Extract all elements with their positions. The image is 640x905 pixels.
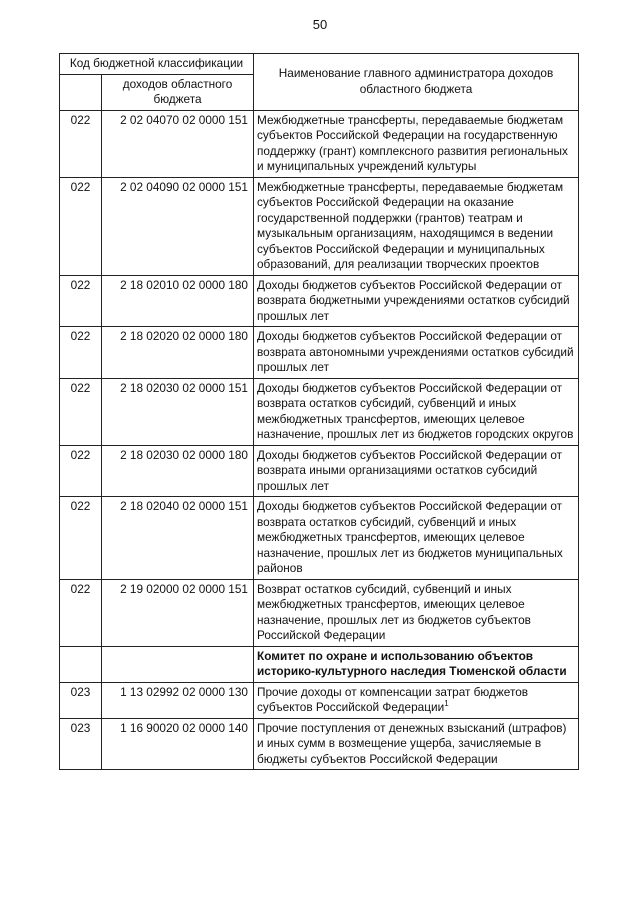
revenue-code-cell: 2 02 04070 02 0000 151 bbox=[102, 110, 254, 177]
admin-code-cell: 023 bbox=[60, 682, 102, 718]
admin-code-cell: 022 bbox=[60, 579, 102, 646]
footnote-marker: 1 bbox=[444, 699, 449, 709]
revenue-name-text: Прочие доходы от компенсации затрат бюджетов субъектов Российской Федерации bbox=[257, 684, 529, 714]
table-row bbox=[60, 497, 579, 580]
section-header-row bbox=[60, 646, 579, 682]
revenue-name-text: Возврат остатков субсидий, субвенций и иных межбюджетных трансфертов, имеющих целевое назначение, прошлых лет из бюджетов субъектов Российской Федерации bbox=[257, 581, 531, 642]
admin-code-cell: 022 bbox=[60, 445, 102, 497]
table-row bbox=[60, 718, 579, 770]
revenue-name-cell bbox=[254, 177, 579, 275]
revenue-code-cell: 2 18 02030 02 0000 180 bbox=[102, 445, 254, 497]
table-body bbox=[60, 110, 579, 770]
admin-code-cell: 022 bbox=[60, 110, 102, 177]
revenue-name-text: Доходы бюджетов субъектов Российской Федерации от возврата иными организациями остатков субсидий прошлых лет bbox=[257, 447, 563, 493]
revenue-name-cell bbox=[254, 682, 579, 718]
revenue-name-cell bbox=[254, 497, 579, 580]
admin-code-cell: 022 bbox=[60, 497, 102, 580]
revenue-name-cell bbox=[254, 327, 579, 379]
revenue-name-cell bbox=[254, 378, 579, 445]
revenue-code-cell: 2 18 02020 02 0000 180 bbox=[102, 327, 254, 379]
revenue-name-text: Доходы бюджетов субъектов Российской Федерации от возврата бюджетными учреждениями остатков субсидий прошлых лет bbox=[257, 277, 570, 323]
admin-code-cell: 023 bbox=[60, 718, 102, 770]
revenue-name-text: Доходы бюджетов субъектов Российской Федерации от возврата остатков субсидий, субвенций и иных межбюджетных трансфертов, имеющих целевое назначение, прошлых лет из бюджетов муниципальных районов bbox=[257, 499, 563, 575]
revenue-name-text: Доходы бюджетов субъектов Российской Федерации от возврата автономными учреждениями остатков субсидий прошлых лет bbox=[257, 329, 574, 374]
admin-code-cell: 022 bbox=[60, 177, 102, 275]
revenue-code-cell: 2 19 02000 02 0000 151 bbox=[102, 579, 254, 646]
revenue-name-cell bbox=[254, 275, 579, 327]
revenue-name-text: Межбюджетные трансферты, передаваемые бюджетам субъектов Российской Федерации на государственную поддержку (грант) комплексного развития региональных и муниципальных учреждений культуры bbox=[257, 112, 568, 173]
admin-code-cell: 022 bbox=[60, 378, 102, 445]
page-number: 50 bbox=[312, 17, 328, 32]
table-row bbox=[60, 327, 579, 379]
revenue-name-cell bbox=[254, 445, 579, 497]
revenue-name-text: Межбюджетные трансферты, передаваемые бюджетам субъектов Российской Федерации на оказание государственной поддержки (грантов) театрам и музыкальным организациям, находящимся в ведении субъектов Российской Федерации и муниципальных образований, для реализации творческих проектов bbox=[257, 179, 564, 271]
table-row bbox=[60, 177, 579, 275]
section-title-cell bbox=[254, 646, 579, 682]
revenue-code-cell: 2 18 02030 02 0000 151 bbox=[102, 378, 254, 445]
revenue-code-cell: 1 16 90020 02 0000 140 bbox=[102, 718, 254, 770]
revenue-code-cell: 1 13 02992 02 0000 130 bbox=[102, 682, 254, 718]
header-budget-code-group: Код бюджетной классификации bbox=[60, 54, 254, 75]
revenue-code-cell bbox=[102, 646, 254, 682]
revenue-name-cell bbox=[254, 579, 579, 646]
revenue-name-cell bbox=[254, 718, 579, 770]
admin-code-cell: 022 bbox=[60, 275, 102, 327]
header-row-top bbox=[60, 54, 579, 75]
table-row bbox=[60, 682, 579, 718]
table-row bbox=[60, 579, 579, 646]
header-admin-code bbox=[60, 74, 102, 110]
header-revenue-code: доходов областного бюджета bbox=[102, 74, 254, 110]
revenue-code-cell: 2 02 04090 02 0000 151 bbox=[102, 177, 254, 275]
table-row bbox=[60, 110, 579, 177]
revenue-code-cell: 2 18 02040 02 0000 151 bbox=[102, 497, 254, 580]
table-row bbox=[60, 275, 579, 327]
revenue-name-text: Прочие поступления от денежных взысканий (штрафов) и иных сумм в возмещение ущерба, зачисляемые в бюджеты субъектов Российской Федерации bbox=[257, 720, 567, 766]
admin-code-cell bbox=[60, 646, 102, 682]
revenue-code-cell: 2 18 02010 02 0000 180 bbox=[102, 275, 254, 327]
header-administrator-name: Наименование главного администратора доходов областного бюджета bbox=[254, 54, 579, 111]
revenue-name-text: Доходы бюджетов субъектов Российской Федерации от возврата остатков субсидий, субвенций и иных межбюджетных трансфертов, имеющих целевое назначение, прошлых лет из бюджетов городских округов bbox=[257, 380, 574, 441]
admin-code-cell: 022 bbox=[60, 327, 102, 379]
revenue-name-text: Комитет по охране и использованию объектов историко-культурного наследия Тюменской области bbox=[257, 648, 567, 678]
table-row bbox=[60, 378, 579, 445]
revenue-name-cell bbox=[254, 110, 579, 177]
table-row bbox=[60, 445, 579, 497]
budget-classification-table bbox=[59, 53, 579, 770]
